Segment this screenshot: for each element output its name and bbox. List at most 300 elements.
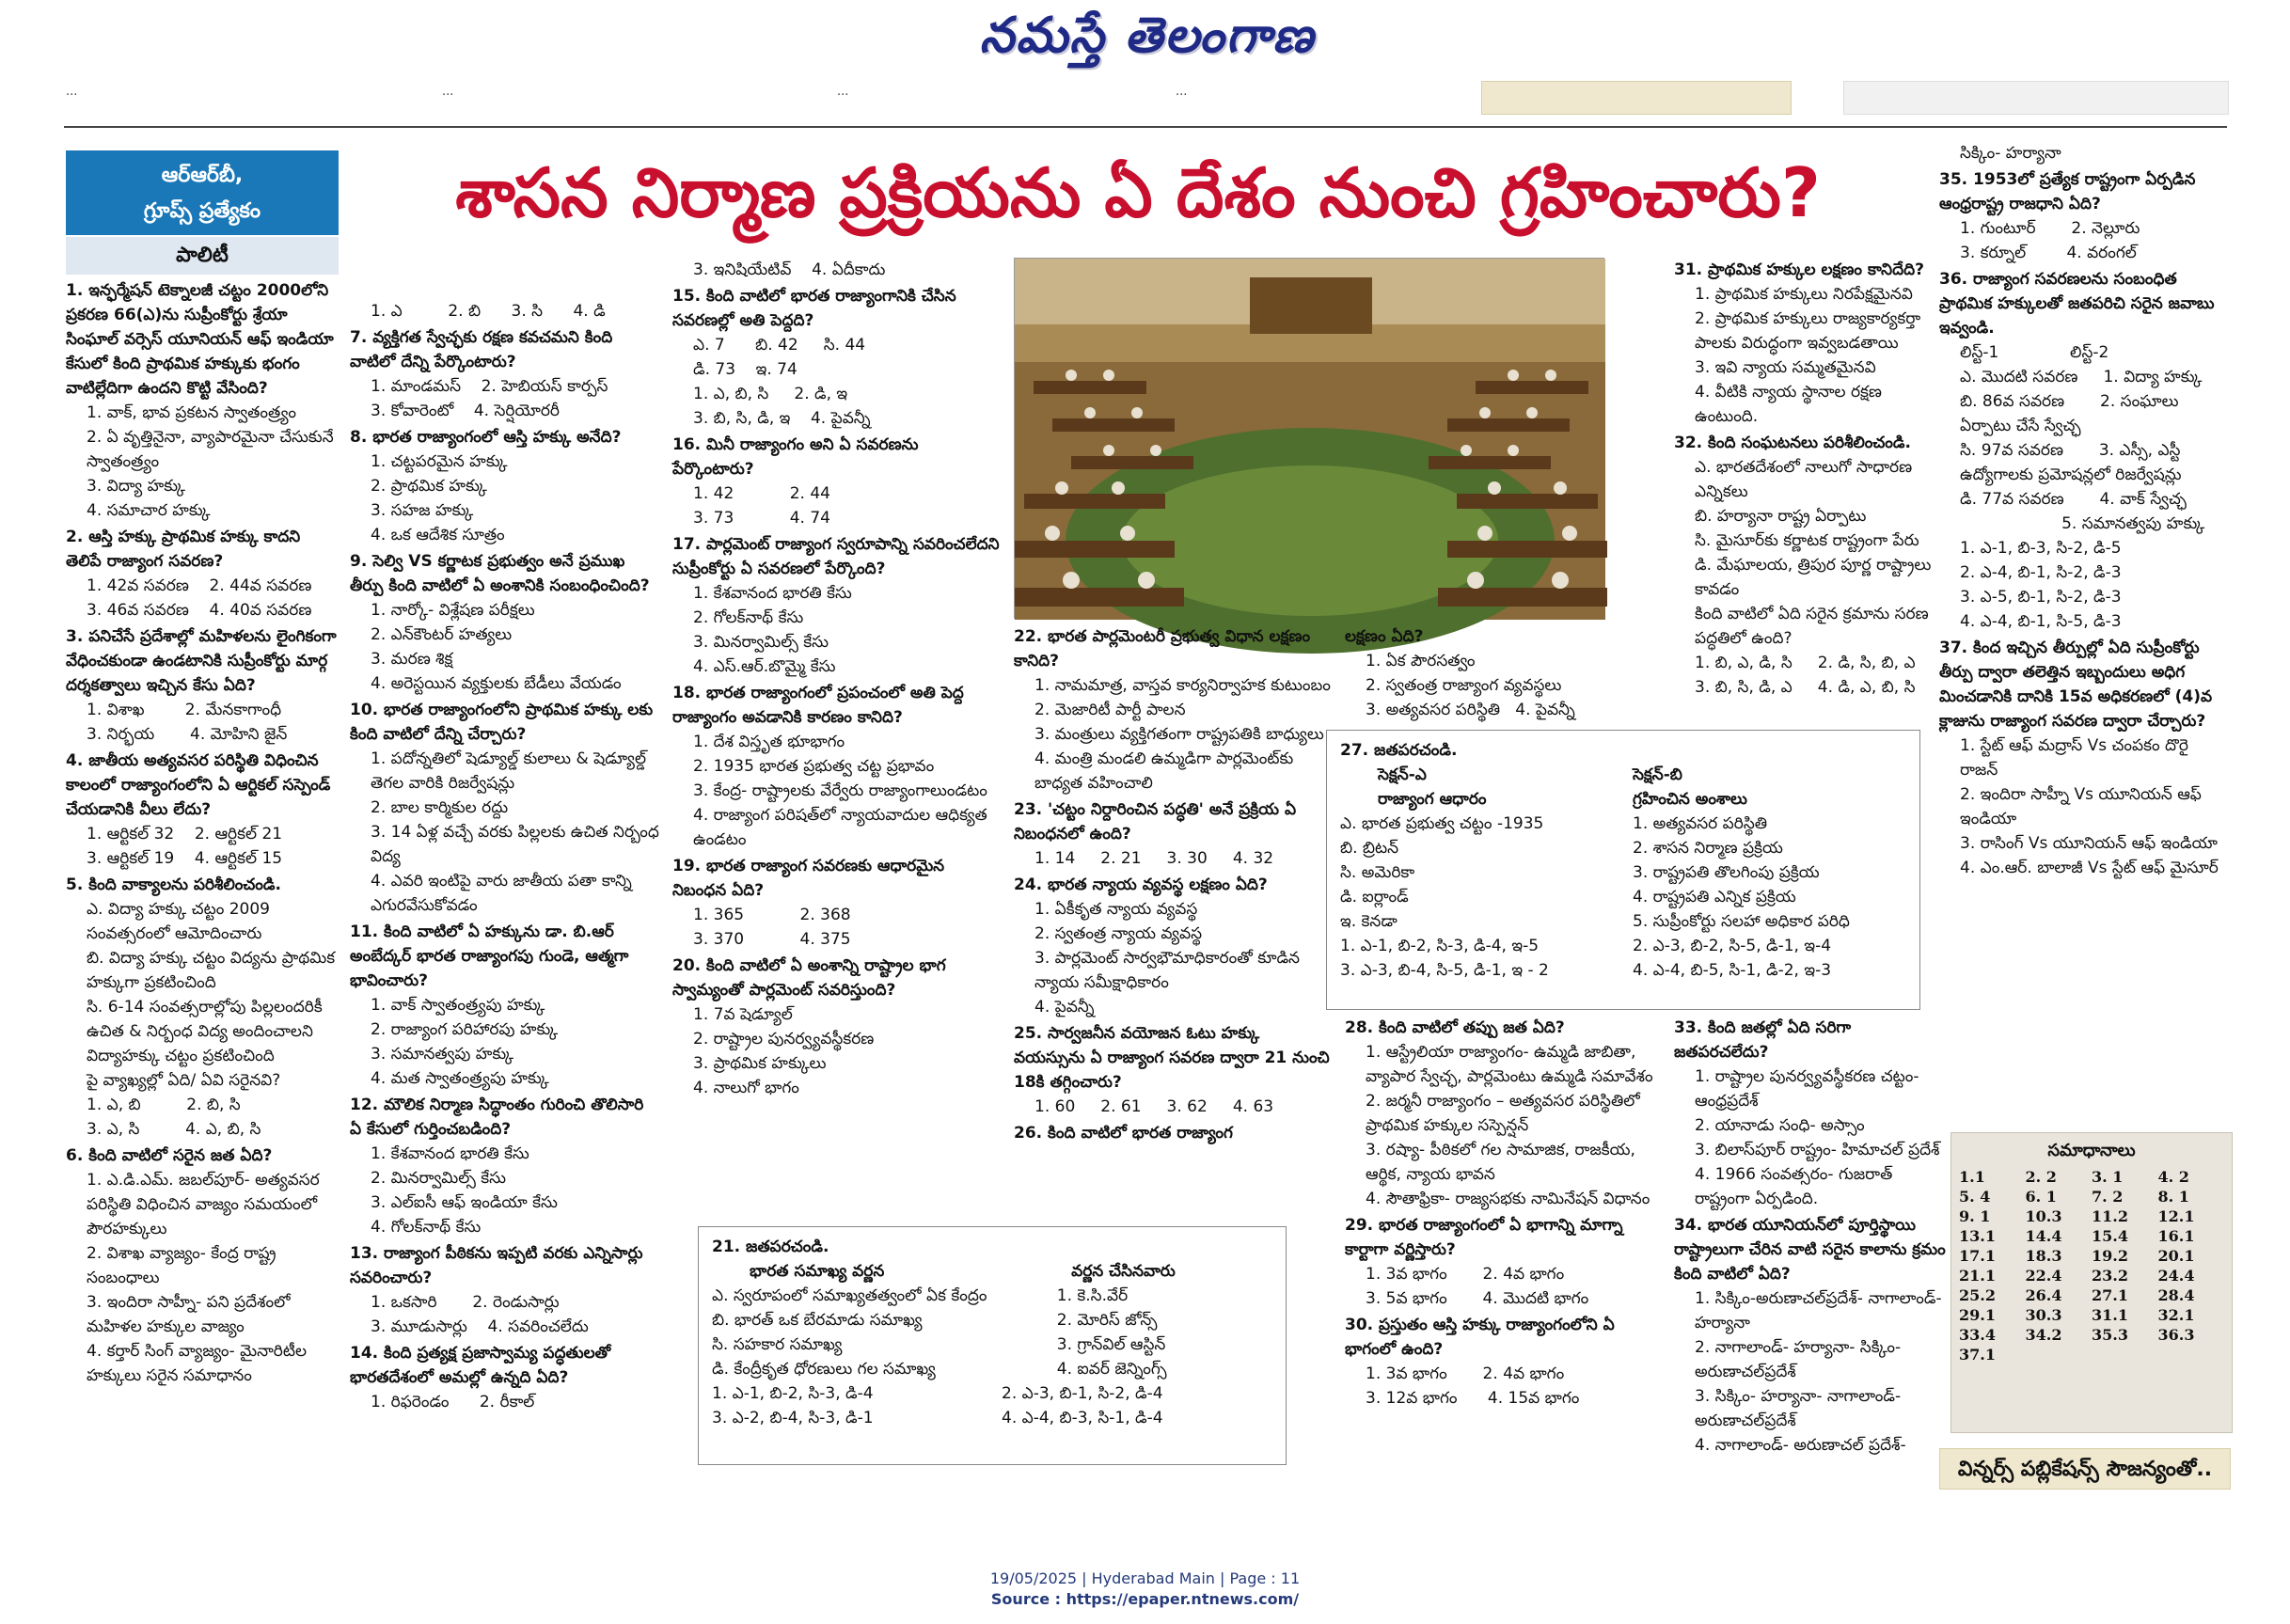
question-option: 3. సహజ హక్కు <box>371 501 474 520</box>
question-option: 2. ప్రాథమిక హక్కు <box>371 477 487 496</box>
question-text: 17. పార్లమెంట్ రాజ్యాంగ స్వరూపాన్ని సవరించలేదని సుప్రీంకోర్టు ఏ సవరణలో పేర్కొంది? <box>672 535 1000 578</box>
question-option: 1. 42వ సవరణ 2. 44వ సవరణ <box>87 576 312 595</box>
question-option: 1. వాక్ స్వాతంత్ర్యపు హక్కు <box>371 996 545 1015</box>
question-option: 3. బిలాస్‌పూర్ రాష్ట్రం- హిమాచల్ ప్రదేశ్ <box>1695 1141 1940 1159</box>
box-header: సెక్షన్-ఎ <box>1378 765 1427 784</box>
assembly-photo <box>1014 258 1604 619</box>
question-text: 13. రాజ్యాంగ పీఠికను ఇప్పటి వరకు ఎన్నిసార్లు సవరించారు? <box>350 1244 643 1287</box>
match-left-item: ఎ. భారత ప్రభుత్వ చట్టం -1935 <box>1340 814 1544 833</box>
question-option: 3. పార్లమెంట్ సార్వభౌమాధికారంతో కూడిన న్యాయ సమీక్షాధికారం <box>1034 949 1305 992</box>
question-option: 3. కోవారెంటో 4. సెర్షియోరరీ <box>371 402 560 420</box>
question-option: 3. కేంద్ర- రాష్ట్రాలకు వేర్వేరు రాజ్యాంగాలుండటం <box>693 781 987 800</box>
question-block <box>1674 258 1947 429</box>
question-text: 4. జాతీయ అత్యవసర పరిస్థితి విధించిన కాలంలో రాజ్యాంగంలోని ఏ ఆర్టికల్ సస్పెండ్ చేయడానికి వీలు లేదు? <box>66 751 331 819</box>
match-answer-option: 1. ఎ-1, బి-2, సి-3, డి-4, ఇ-5 <box>1340 937 1540 955</box>
question-option: 3. ఎల్ఐసీ ఆఫ్ ఇండియా కేసు <box>371 1193 558 1212</box>
answer-item: 30.3 <box>2025 1306 2062 1324</box>
question-option: 3. 14 ఏళ్ల వచ్చే వరకు పిల్లలకు ఉచిత నిర్బంధ విద్య <box>371 823 665 866</box>
question-option: 3. నిర్భయ 4. మోహిని జైన్ <box>87 725 288 744</box>
match-right-item: 1. కె.సి.వేర్ <box>1056 1286 1129 1305</box>
question-text: 20. కింది వాటిలో ఏ అంశాన్ని రాష్ట్రాల భాగ స్వామ్యంతో పార్లమెంట్ సవరిస్తుంది? <box>672 956 946 1000</box>
match-left-item: ఇ. కెనడా <box>1340 912 1398 931</box>
question-option: 1. ఒకసారి 2. రెండుసార్లు <box>371 1293 560 1312</box>
question-option: 3. ఇనిషియేటివ్ 4. ఏదీకాదు <box>693 260 886 279</box>
question-option: 1. 42 2. 44 <box>693 484 830 503</box>
question-option: ఎ. మొదటి సవరణ 1. విద్యా హక్కు <box>1960 368 2203 386</box>
strip-highlight-box <box>1843 81 2229 115</box>
question-option: సి. 6-14 సంవత్సరాల్లోపు పిల్లలందరికీ ఉచిత & నిర్బంధ విద్య అందించాలని విద్యాహక్కు చట్టం ప్రకటించింది <box>87 998 328 1065</box>
question-block <box>1674 431 1947 700</box>
match-left-item: సి. అమెరికా <box>1340 863 1415 882</box>
question-text: 18. భారత రాజ్యాంగంలో ప్రపంచంలో అతి పెద్ద రాజ్యాంగం అవడానికి కారణం కానిది? <box>672 684 964 727</box>
question-option: 3. కర్నూల్ 4. వరంగల్ <box>1960 244 2137 262</box>
question-option: 3. అత్యవసర పరిస్థితి 4. పైవన్నీ <box>1366 701 1575 719</box>
header-rule <box>64 126 2227 128</box>
question-block <box>1674 1016 1947 1211</box>
match-box-27 <box>1326 730 1920 1010</box>
question-option: 2. రాజ్యాంగ పరిహారపు హక్కు <box>371 1020 559 1039</box>
answer-item: 13.1 <box>1959 1227 1996 1245</box>
column-7 <box>1939 141 2231 1128</box>
answer-item: 14.4 <box>2025 1227 2062 1245</box>
question-option: 1. ఎ, బి 2. బి, సి <box>87 1096 241 1114</box>
question-option: బి. 86వ సవరణ 2. సంఘాలు ఏర్పాటు చేసే స్వేచ్ఛ <box>1960 392 2184 435</box>
section-badge-line: ఆర్‌ఆర్‌బీ, <box>161 164 244 187</box>
question-option: 1. వాక్, భావ ప్రకటన స్వాతంత్ర్యం <box>87 403 296 422</box>
question-option: 3. 73 4. 74 <box>693 509 830 528</box>
question-block <box>1939 167 2231 265</box>
box-header: గ్రహించిన అంశాలు <box>1633 790 1747 809</box>
question-text: 33. కింది జతల్లో ఏది సరిగా జతపరచలేదు? <box>1674 1018 1852 1062</box>
question-block <box>350 549 660 696</box>
question-block <box>1345 1016 1665 1211</box>
question-option: 4. మత స్వాతంత్ర్యపు హక్కు <box>371 1069 549 1088</box>
question-option: 1. సిక్కిం-అరుణాచల్‌ప్రదేశ్- నాగాలాండ్- హర్యానా <box>1695 1289 1947 1332</box>
question-text: 30. ప్రస్తుతం ఆస్తి హక్కు రాజ్యాంగంలోని ఏ భాగంలో ఉంది? <box>1345 1316 1615 1359</box>
question-option: 4. ఎ-4, బి-1, సి-5, డి-3 <box>1960 612 2122 631</box>
question-option: 2. స్వతంత్ర రాజ్యాంగ వ్యవస్థలు <box>1366 676 1562 695</box>
question-option: డి. మేఘాలయ, త్రిపుర పూర్ణ రాష్ట్రాలు కావడం <box>1695 556 1936 599</box>
box-title: 27. జతపరచండి. <box>1340 741 1458 760</box>
answer-item: 32.1 <box>2157 1306 2195 1324</box>
question-block <box>66 873 339 1142</box>
question-option: 1. బి, ఎ, డి, సి 2. డి, సి, బి, ఎ <box>1695 654 1916 672</box>
question-block <box>1014 1121 1334 1145</box>
question-block <box>672 532 1002 679</box>
box-header: రాజ్యాంగ ఆధారం <box>1378 790 1487 809</box>
question-block <box>350 698 665 918</box>
question-text: 15. కింది వాటిలో భారత రాజ్యాంగానికి చేసిన సవరణల్లో అతి పెద్దది? <box>672 287 956 330</box>
question-option: 2. నాగాలాండ్- హర్యానా- సిక్కిం- అరుణాచల్‌ప్రదేశ్ <box>1695 1338 1906 1381</box>
question-text: 35. 1953లో ప్రత్యేక రాష్ట్రంగా ఏర్పడిన ఆంధ్రరాష్ట్ర రాజధాని ఏది? <box>1939 170 2196 213</box>
question-option: 4. ఎస్.ఆర్.బొమ్మై కేసు <box>693 657 836 676</box>
answer-item: 26.4 <box>2025 1286 2062 1304</box>
question-option: 3. సమానత్వపు హక్కు <box>371 1045 514 1064</box>
question-option: పై వ్యాఖ్యల్లో ఏది/ ఏవి సరైనవి? <box>87 1071 281 1090</box>
question-block <box>350 325 660 423</box>
question-text: 16. మినీ రాజ్యాంగం అని ఏ సవరణను పేర్కొంటారు? <box>672 435 919 479</box>
question-option: 3. ఆర్టికల్ 19 4. ఆర్టికల్ 15 <box>87 849 283 868</box>
question-block <box>672 433 1002 530</box>
section-badge <box>66 150 339 235</box>
question-text: 6. కింది వాటిలో సరైన జత ఏది? <box>66 1146 273 1165</box>
match-answer-option: 4. ఎ-4, బి-3, సి-1, డి-4 <box>1002 1409 1163 1427</box>
answer-item: 11.2 <box>2092 1207 2128 1225</box>
answer-item: 34.2 <box>2025 1326 2062 1344</box>
question-option: 5. సమానత్వపు హక్కు <box>1960 514 2205 533</box>
question-option: 2. ఎన్‌కౌంటర్ హత్యలు <box>371 625 513 644</box>
question-option: 3. 12వ భాగం 4. 15వ భాగం <box>1366 1389 1580 1408</box>
question-option: 2. ప్రాథమిక హక్కులు రాజ్యకార్యకర్తా పాలకు విరుద్ధంగా ఇవ్వబడతాయి <box>1695 309 1926 353</box>
question-block <box>66 624 339 747</box>
question-option: 4. ఎవరి ఇంటిపై వారు జాతీయ పతా కాన్ని ఎగురవేసుకోవడం <box>371 872 638 915</box>
answer-item: 35.3 <box>2092 1326 2128 1344</box>
answer-key-title: సమాధానాలు <box>2047 1141 2136 1160</box>
question-block <box>1939 636 2231 880</box>
match-answer-option: 2. ఎ-3, బి-2, సి-5, డి-1, ఇ-4 <box>1633 937 1832 955</box>
answer-item: 36.3 <box>2157 1326 2195 1344</box>
answer-item: 8. 1 <box>2157 1188 2189 1206</box>
question-block <box>350 1093 660 1239</box>
question-option: 3. విద్యా హక్కు <box>87 477 185 496</box>
question-option: 3. 5వ భాగం 4. మొదటి భాగం <box>1366 1289 1589 1308</box>
match-left-item: సి. సహకార సమాఖ్య <box>712 1335 843 1354</box>
question-option: 3. ఇందిరా సాహ్నీ- పని ప్రదేశంలో మహిళల హక్కుల వాజ్యం <box>87 1293 295 1336</box>
question-block <box>66 278 339 523</box>
answer-item: 28.4 <box>2157 1286 2195 1304</box>
answer-item: 6. 1 <box>2025 1188 2057 1206</box>
question-option: 2. గోలక్‌నాథ్ కేసు <box>693 608 804 627</box>
question-option: 2. మినర్వామిల్స్ కేసు <box>371 1169 506 1188</box>
question-text: 25. సార్వజనీన వయోజన ఓటు హక్కు వయస్సును ఏ రాజ్యాంగ సవరణ ద్వారా 21 నుంచి 18కి తగ్గించారు? <box>1014 1024 1330 1092</box>
question-option: 4. ఎం.ఆర్. బాలాజీ Vs స్టేట్ ఆఫ్ మైసూర్ <box>1960 859 2219 877</box>
question-option: 1. ఏక పౌరసత్వం <box>1366 652 1476 670</box>
answer-item: 15.4 <box>2092 1227 2128 1245</box>
question-option: డి. 73 ఇ. 74 <box>693 360 798 379</box>
question-option: 4. రాజ్యాంగ పరిషత్‌లో న్యాయవాదుల ఆధిక్యత ఉండటం <box>693 806 993 849</box>
answer-item: 27.1 <box>2092 1286 2128 1304</box>
answer-item: 3. 1 <box>2092 1168 2124 1186</box>
question-option: 1. రాష్ట్రాల పునర్వ్యవస్థీకరణ చట్టం- ఆంధ్రప్రదేశ్ <box>1695 1067 1924 1111</box>
answer-item: 10.3 <box>2025 1207 2062 1225</box>
answer-item: 33.4 <box>1959 1326 1996 1344</box>
question-text: 24. భారత న్యాయ వ్యవస్థ లక్షణం ఏది? <box>1014 875 1268 894</box>
answer-item: 17.1 <box>1959 1247 1996 1265</box>
match-right-item: 3. గ్రాన్‌విల్ ఆస్టిన్ <box>1056 1335 1166 1354</box>
question-block <box>1014 797 1334 871</box>
question-option: 2. బాల కార్మికుల రద్దు <box>371 798 509 817</box>
question-option: 1. విశాఖ 2. మేనకాగాంధీ <box>87 701 282 719</box>
column-2 <box>350 299 665 1463</box>
answer-item: 20.1 <box>2157 1247 2195 1265</box>
match-right-item: 2. శాసన నిర్మాణ ప్రక్రియ <box>1633 839 1783 858</box>
question-option: 3. 370 4. 375 <box>693 930 851 949</box>
question-option: 1. 3వ భాగం 2. 4వ భాగం <box>1366 1265 1565 1284</box>
question-block <box>672 681 1002 852</box>
answer-item: 9. 1 <box>1959 1207 1991 1225</box>
masthead <box>0 0 2290 75</box>
column-6 <box>1674 258 1947 728</box>
question-option: 3. రాసింగ్ Vs యూనియన్ ఆఫ్ ఇండియా <box>1960 834 2218 853</box>
column-3 <box>672 258 1002 1198</box>
section-badge-line: గ్రూప్స్ ప్రత్యేకం <box>143 199 261 223</box>
strip-snippet: ... <box>442 85 454 99</box>
match-right-item: 5. సుప్రీంకోర్టు సలహా అధికార పరిధి <box>1633 912 1850 931</box>
question-option: 1. గుంటూర్ 2. నెల్లూరు <box>1960 219 2140 238</box>
question-option: 1. రిఫరెండం 2. రీకాల్ <box>371 1393 535 1411</box>
question-option: 4. ఒక ఆదేశిక సూత్రం <box>371 526 505 544</box>
question-option: 1. పదోన్నతిలో షెడ్యూల్డ్ కులాలు & షెడ్యూల్డ్ తెగల వారికి రిజర్వేషన్లు <box>371 749 652 793</box>
question-option: 2. జర్మనీ రాజ్యాంగం – అత్యవసర పరిస్థితిలో ప్రాథమిక హక్కుల సస్పెన్షన్ <box>1366 1092 1646 1135</box>
question-option: 4. సౌతాఫ్రికా- రాజ్యసభకు నామినేషన్ విధానం <box>1366 1190 1650 1208</box>
question-option: 2. స్వతంత్ర న్యాయ వ్యవస్థ <box>1034 924 1203 943</box>
answer-item: 25.2 <box>1959 1286 1996 1304</box>
question-option: 4. కర్తార్ సింగ్ వ్యాజ్యం- మైనారిటీల హక్కులు సరైన సమాధానం <box>87 1342 312 1385</box>
question-option: 1. కేశవానంద భారతి కేసు <box>371 1144 529 1163</box>
question-option: 3. మినర్వామిల్స్ కేసు <box>693 633 829 652</box>
question-option: 4. నాగాలాండ్- అరుణాచల్ ప్రదేశ్- <box>1695 1436 1906 1455</box>
box-title: 21. జతపరచండి. <box>712 1238 829 1256</box>
answer-item: 2. 2 <box>2025 1168 2057 1186</box>
question-text: 2. ఆస్తి హక్కు ప్రాథమిక హక్కు కాదని తెలిపే రాజ్యాంగ సవరణ? <box>66 528 301 571</box>
assembly-hall-image <box>1015 259 1605 620</box>
column-6b <box>1674 1016 1947 1486</box>
column-1 <box>66 278 339 1463</box>
question-option: 2. ఏ వృత్తినైనా, వ్యాపారమైనా చేసుకునే స్వాతంత్ర్యం <box>87 428 340 471</box>
question-option: 1. 3వ భాగం 2. 4వ భాగం <box>1366 1364 1565 1383</box>
answer-item: 19.2 <box>2092 1247 2128 1265</box>
match-right-item: 2. మోరిస్ జోన్స్ <box>1056 1311 1158 1330</box>
footer-source-link[interactable]: Source : https://epaper.ntnews.com/ <box>990 1590 1300 1608</box>
answer-item: 18.3 <box>2025 1247 2062 1265</box>
question-text: 29. భారత రాజ్యాంగంలో ఏ భాగాన్ని మాగ్నా కార్టాగా వర్ణిస్తారు? <box>1345 1216 1623 1259</box>
question-block <box>350 1241 660 1339</box>
question-option: 4. సమాచార హక్కు <box>87 501 211 520</box>
strip-snippet: ... <box>837 85 849 99</box>
question-option: 2. రాష్ట్రాల పునర్వ్యవస్థీకరణ <box>693 1030 875 1049</box>
question-option: 1. 7వ షెడ్యూల్ <box>693 1005 793 1024</box>
column-4 <box>1014 624 1334 1226</box>
question-option: 1. నామమాత్ర, వాస్తవ కార్యనిర్వాహక కుటుంబం <box>1034 676 1331 695</box>
question-text: 34. భారత యూనియన్‌లో పూర్తిస్థాయి రాష్ట్రాలుగా చేరిన వాటి సరైన కాలాను క్రమం కింది వాటిలో ఏది? <box>1674 1216 1946 1284</box>
answer-item: 23.2 <box>2092 1267 2128 1285</box>
question-option: 1. 60 2. 61 3. 62 4. 63 <box>1034 1097 1274 1116</box>
question-text: 19. భారత రాజ్యాంగ సవరణకు ఆధారమైన నిబంధన ఏది? <box>672 857 945 900</box>
question-option: 1. స్టేట్ ఆఫ్ మద్రాస్ Vs చంపకం దొరై రాజన్ <box>1960 736 2194 780</box>
match-left-item: బి. భారత్ ఒక బేరమాడు సమాఖ్య <box>712 1311 923 1330</box>
question-option: 2. విశాఖ వ్యాజ్యం- కేంద్ర రాష్ట్ర సంబంధాలు <box>87 1244 281 1287</box>
match-right-item: 4. రాష్ట్రపతి ఎన్నిక ప్రక్రియ <box>1633 888 1796 907</box>
question-block <box>350 920 660 1091</box>
question-option: ఎ. భారతదేశంలో నాలుగో సాధారణ ఎన్నికలు <box>1695 458 1918 501</box>
question-option: 3. మూడుసార్లు 4. సవరించలేదు <box>371 1317 589 1336</box>
question-option: 4. అరెస్టయిన వ్యక్తులకు బేడీలు వేయడం <box>371 674 622 693</box>
strip-highlight-box <box>1481 81 1792 115</box>
question-option: సి. 97వ సవరణ 3. ఎస్సీ, ఎస్టీ ఉద్యోగాలకు ప్రమోషన్లలో రిజర్వేషన్లు <box>1960 441 2186 484</box>
answer-item: 21.1 <box>1959 1267 1996 1285</box>
answer-item: 5. 4 <box>1959 1188 1991 1206</box>
question-option: 4. మంత్రి మండలి ఉమ్మడిగా పార్లమెంట్‌కు బాధ్యత వహించాలి <box>1034 749 1299 793</box>
question-option: 2. మెజారిటీ పార్టీ పాలన <box>1034 701 1186 719</box>
question-text: లక్షణం ఏది? <box>1345 627 1424 646</box>
answer-item: 29.1 <box>1959 1306 1996 1324</box>
top-strip <box>66 81 2229 115</box>
question-option: 1. ఎ.డి.ఎమ్. జబల్‌పూర్- అత్యవసర పరిస్థితి విధించిన వాజ్యం సమయంలో పౌరహక్కులు <box>87 1171 325 1238</box>
question-text: 10. భారత రాజ్యాంగంలోని ప్రాథమిక హక్కు లకు కింది వాటిలో దేన్ని చేర్చారు? <box>350 701 654 744</box>
match-right-item: 4. ఐవర్ జెన్నింగ్స్ <box>1056 1360 1167 1379</box>
question-option: 1. ఆస్ట్రేలియా రాజ్యాంగం- ఉమ్మడి జాబితా, వ్యాపార స్వేచ్ఛ, పార్లమెంటు ఉమ్మడి సమావేశం <box>1366 1043 1653 1086</box>
question-block <box>350 299 660 323</box>
question-option: 4. నాలుగో భాగం <box>693 1079 799 1097</box>
question-option: కింది వాటిలో ఏది సరైన క్రమాను సరణ పద్ధతిలో ఉంది? <box>1695 605 1935 648</box>
question-text: 14. కింది ప్రత్యక్ష ప్రజాస్వామ్య పద్ధతులతో భారతదేశంలో అమల్లో ఉన్నది ఏది? <box>350 1344 611 1387</box>
question-block <box>66 749 339 871</box>
question-option: 2. ఎ-4, బి-1, సి-2, డి-3 <box>1960 563 2122 582</box>
headline: శాసన నిర్మాణ ప్రక్రియను ఏ దేశం నుంచి గ్రహించారు? <box>455 153 1821 232</box>
question-option: బి. విద్యా హక్కు చట్టం విద్యను ప్రాథమిక హక్కుగా ప్రకటించింది <box>87 949 340 992</box>
question-block <box>350 1341 660 1414</box>
answer-item: 1.1 <box>1959 1168 1985 1186</box>
question-option: 3. ఎ, సి 4. ఎ, బి, సి <box>87 1120 261 1139</box>
answer-item: 12.1 <box>2157 1207 2195 1225</box>
question-text: 3. పనిచేసే ప్రదేశాల్లో మహిళలను లైంగికంగా వేధించకుండా ఉండటానికి సుప్రీంకోర్టు మార్గ దర్శకత్వాలు ఇచ్చిన కేసు ఏది? <box>66 627 337 695</box>
question-block <box>1674 1213 1947 1458</box>
question-block <box>1345 1213 1665 1311</box>
question-option: 3. ప్రాథమిక హక్కులు <box>693 1054 827 1073</box>
box-header: వర్ణన చేసినవారు <box>1071 1262 1176 1281</box>
question-block <box>672 854 1002 952</box>
question-option: 2. యానాడు సంధి- అస్సాం <box>1695 1116 1865 1135</box>
answer-item: 22.4 <box>2025 1267 2062 1285</box>
match-answer-option: 3. ఎ-3, బి-4, సి-5, డి-1, ఇ - 2 <box>1340 961 1549 980</box>
answer-item: 31.1 <box>2092 1306 2128 1324</box>
question-option: 3. మరణ శిక్ష <box>371 650 453 669</box>
question-block <box>1014 873 1334 1019</box>
question-option: 3. ఎ-5, బి-1, సి-2, డి-3 <box>1960 588 2122 607</box>
page-footer <box>0 1569 2290 1610</box>
box-header: సెక్షన్-బి <box>1633 765 1682 784</box>
question-text: 1. ఇన్ఫర్మేషన్ టెక్నాలజీ చట్టం 2000లోని ప్రకరణ 66(ఎ)ను సుప్రీంకోర్టు శ్రేయా సింఘాల్ వర్సెస్ యూనియన్ ఆఫ్ ఇండియా కేసులో కింది ప్రాథమిక హక్కుకు భంగం వాటిల్లేదిగా ఉందని కొట్టి వేసింది? <box>66 281 334 398</box>
answer-item: 16.1 <box>2157 1227 2195 1245</box>
question-option: 1. ఏకీకృత న్యాయ వ్యవస్థ <box>1034 900 1198 919</box>
question-option: 4. 1966 సంవత్సరం- గుజరాత్ రాష్ట్రంగా ఏర్పడింది. <box>1695 1165 1898 1208</box>
question-block <box>1014 1021 1334 1119</box>
question-block <box>1345 1313 1665 1411</box>
question-block <box>350 425 660 547</box>
question-option: 1. చట్టపరమైన హక్కు <box>371 452 508 471</box>
answer-key <box>1950 1132 2233 1433</box>
question-block <box>1939 267 2231 634</box>
column-5b <box>1345 1016 1665 1486</box>
answer-item: 24.4 <box>2157 1267 2195 1285</box>
strip-snippet: ... <box>1176 85 1188 99</box>
question-option: 1. ఎ 2. బి 3. సి 4. డి <box>371 302 606 321</box>
question-option: 1. ఆర్టికల్ 32 2. ఆర్టికల్ 21 <box>87 825 283 844</box>
question-block <box>66 525 339 623</box>
question-text: 5. కింది వాక్యాలను పరిశీలించండి. <box>66 875 281 894</box>
question-option: 3. సిక్కిం- హర్యానా- నాగాలాండ్-అరుణాచల్‌ప్రదేశ్ <box>1695 1387 1902 1430</box>
question-option: లిస్ట్-1 లిస్ట్-2 <box>1960 343 2109 362</box>
question-option: 3. బి, సి, డి, ఇ 4. పైవన్నీ <box>693 409 871 428</box>
question-option: 4. గోలక్‌నాథ్ కేసు <box>371 1218 482 1237</box>
match-left-item: ఎ. స్వరూపంలో సమాఖ్యతత్వంలో ఏక కేంద్రం <box>712 1286 987 1305</box>
question-text: 22. భారత పార్లమెంటరీ ప్రభుత్వ విధాన లక్షణం కానిది? <box>1014 627 1311 670</box>
match-left-item: బి. బ్రిటన్ <box>1340 839 1399 858</box>
match-left-item: డి. కేంద్రీకృత ధోరణులు గల సమాఖ్య <box>712 1360 936 1379</box>
question-text: 28. కింది వాటిలో తప్పు జత ఏది? <box>1345 1018 1565 1037</box>
question-option: ఎ. 7 బి. 42 సి. 44 <box>693 336 866 355</box>
question-text: 7. వ్యక్తిగత స్వేచ్ఛకు రక్షణ కవచమని కింది వాటిలో దేన్ని పేర్కొంటారు? <box>350 328 613 371</box>
question-option: 3. మంత్రులు వ్యక్తిగతంగా రాష్ట్రపతికి బాధ్యులు <box>1034 725 1324 744</box>
question-option: ఎ. విద్యా హక్కు చట్టం 2009 సంవత్సరంలో ఆమోదించారు <box>87 900 276 943</box>
question-option: 4. పైవన్నీ <box>1034 998 1095 1017</box>
question-text: 32. కింది సంఘటనలు పరిశీలించండి. <box>1674 434 1911 452</box>
question-option: 3. బి, సి, డి, ఎ 4. డి, ఎ, బి, సి <box>1695 678 1916 697</box>
question-block <box>66 1143 339 1388</box>
question-option: 3. ఇవి న్యాయ సమ్మతమైనవి <box>1695 358 1876 377</box>
match-answer-option: 2. ఎ-3, బి-1, సి-2, డి-4 <box>1002 1384 1163 1403</box>
box-header: భారత సమాఖ్య వర్ణన <box>750 1262 885 1281</box>
publisher-credit: విన్నర్స్ పబ్లికేషన్స్ సౌజన్యంతో.. <box>1939 1448 2231 1490</box>
question-text: 26. కింది వాటిలో భారత రాజ్యాంగ <box>1014 1124 1233 1143</box>
question-option: 4. వీటికి న్యాయ స్థానాల రక్షణ ఉంటుంది. <box>1695 383 1887 426</box>
question-option: బి. హర్యానా రాష్ట్ర ఏర్పాటు <box>1695 507 1867 526</box>
column-5 <box>1345 624 1665 728</box>
question-text: 12. మౌలిక నిర్మాణ సిద్ధాంతం గురించి తొలిసారి ఏ కేసులో గుర్తించబడింది? <box>350 1096 644 1139</box>
answer-item: 7. 2 <box>2092 1188 2124 1206</box>
question-block <box>1939 141 2231 166</box>
question-block <box>672 954 1002 1100</box>
match-left-item: డి. ఐర్లాండ్ <box>1340 888 1409 907</box>
question-option: 1. మాండమస్ 2. హెబియస్ కార్పస్ <box>371 377 608 396</box>
question-text: 37. కింద ఇచ్చిన తీర్పుల్లో ఏది సుప్రీంకోర్టు తీర్పు ద్వారా తలెత్తిన ఇబ్బందులు అధిగ మించడానికి దానికి 15వ అధికరణలో (4)వ క్లాజును రాజ్యాంగ సవరణ ద్వారా చేర్చారు? <box>1939 639 2213 731</box>
question-option: సిక్కిం- హర్యానా <box>1960 144 2061 163</box>
question-text: 36. రాజ్యాంగ సవరణలను సంబంధిత ప్రాథమిక హక్కులతో జతపరిచి సరైన జవాబు ఇవ్వండి. <box>1939 270 2215 338</box>
question-option: 1. 14 2. 21 3. 30 4. 32 <box>1034 849 1274 868</box>
match-answer-option: 4. ఎ-4, బి-5, సి-1, డి-2, ఇ-3 <box>1633 961 1832 980</box>
question-option: 3. రష్యా- పీఠికలో గల సామాజిక, రాజకీయ, ఆర్థిక, న్యాయ భావన <box>1366 1141 1641 1184</box>
section-tag: పాలిటీ <box>66 237 339 275</box>
question-text: 11. కింది వాటిలో ఏ హక్కును డా. బి.ఆర్ అంబేద్కర్ భారత రాజ్యాంగపు గుండె, ఆత్మగా భావించారు? <box>350 922 629 990</box>
match-answer-option: 1. ఎ-1, బి-2, సి-3, డి-4 <box>712 1384 874 1403</box>
answer-item: 4. 2 <box>2157 1168 2189 1186</box>
question-option: 1. ప్రాథమిక హక్కులు నిరపేక్షమైనవి <box>1695 285 1913 304</box>
match-box-21 <box>698 1226 1287 1465</box>
question-text: 23. 'చట్టం నిర్దారించిన పద్ధతి' అనే ప్రక్రియ ఏ నిబంధనలో ఉంది? <box>1014 800 1297 844</box>
question-block <box>1345 624 1665 722</box>
question-option: 1. కేశవానంద భారతి కేసు <box>693 584 852 603</box>
question-option: సి. మైసూర్‌కు కర్ణాటక రాష్ట్రంగా పేరు <box>1695 531 1919 550</box>
match-answer-option: 3. ఎ-2, బి-4, సి-3, డి-1 <box>712 1409 874 1427</box>
strip-snippet: ... <box>66 85 78 99</box>
answer-item: 37.1 <box>1959 1346 1996 1364</box>
question-block <box>1014 624 1334 796</box>
question-option: 2. 1935 భారత ప్రభుత్వ చట్ట ప్రభావం <box>693 757 935 776</box>
question-option: 1. నార్కో- విశ్లేషణ పరీక్షలు <box>371 601 535 620</box>
question-option: 1. ఎ, బి, సి 2. డి, ఇ <box>693 385 848 403</box>
question-text: 8. భారత రాజ్యాంగంలో ఆస్తి హక్కు అనేది? <box>350 428 622 447</box>
newspaper-logo: నమస్తే తెలంగాణ <box>979 7 1316 64</box>
match-right-item: 3. రాష్ట్రపతి తొలగింపు ప్రక్రియ <box>1633 863 1820 882</box>
question-block <box>672 284 1002 431</box>
footer-date-edition: 19/05/2025 | Hyderabad Main | Page : 11 <box>989 1569 1301 1587</box>
question-option: 1. 365 2. 368 <box>693 906 851 924</box>
question-option: 1. ఎ-1, బి-3, సి-2, డి-5 <box>1960 539 2122 558</box>
question-option: 3. 46వ సవరణ 4. 40వ సవరణ <box>87 601 312 620</box>
question-option: 1. దేశ విస్తృత భూభాగం <box>693 733 845 751</box>
question-option: 2. ఇందిరా సాహ్నీ Vs యూనియన్ ఆఫ్ ఇండియా <box>1960 785 2207 828</box>
match-right-item: 1. అత్యవసర పరిస్థితి <box>1633 814 1768 833</box>
